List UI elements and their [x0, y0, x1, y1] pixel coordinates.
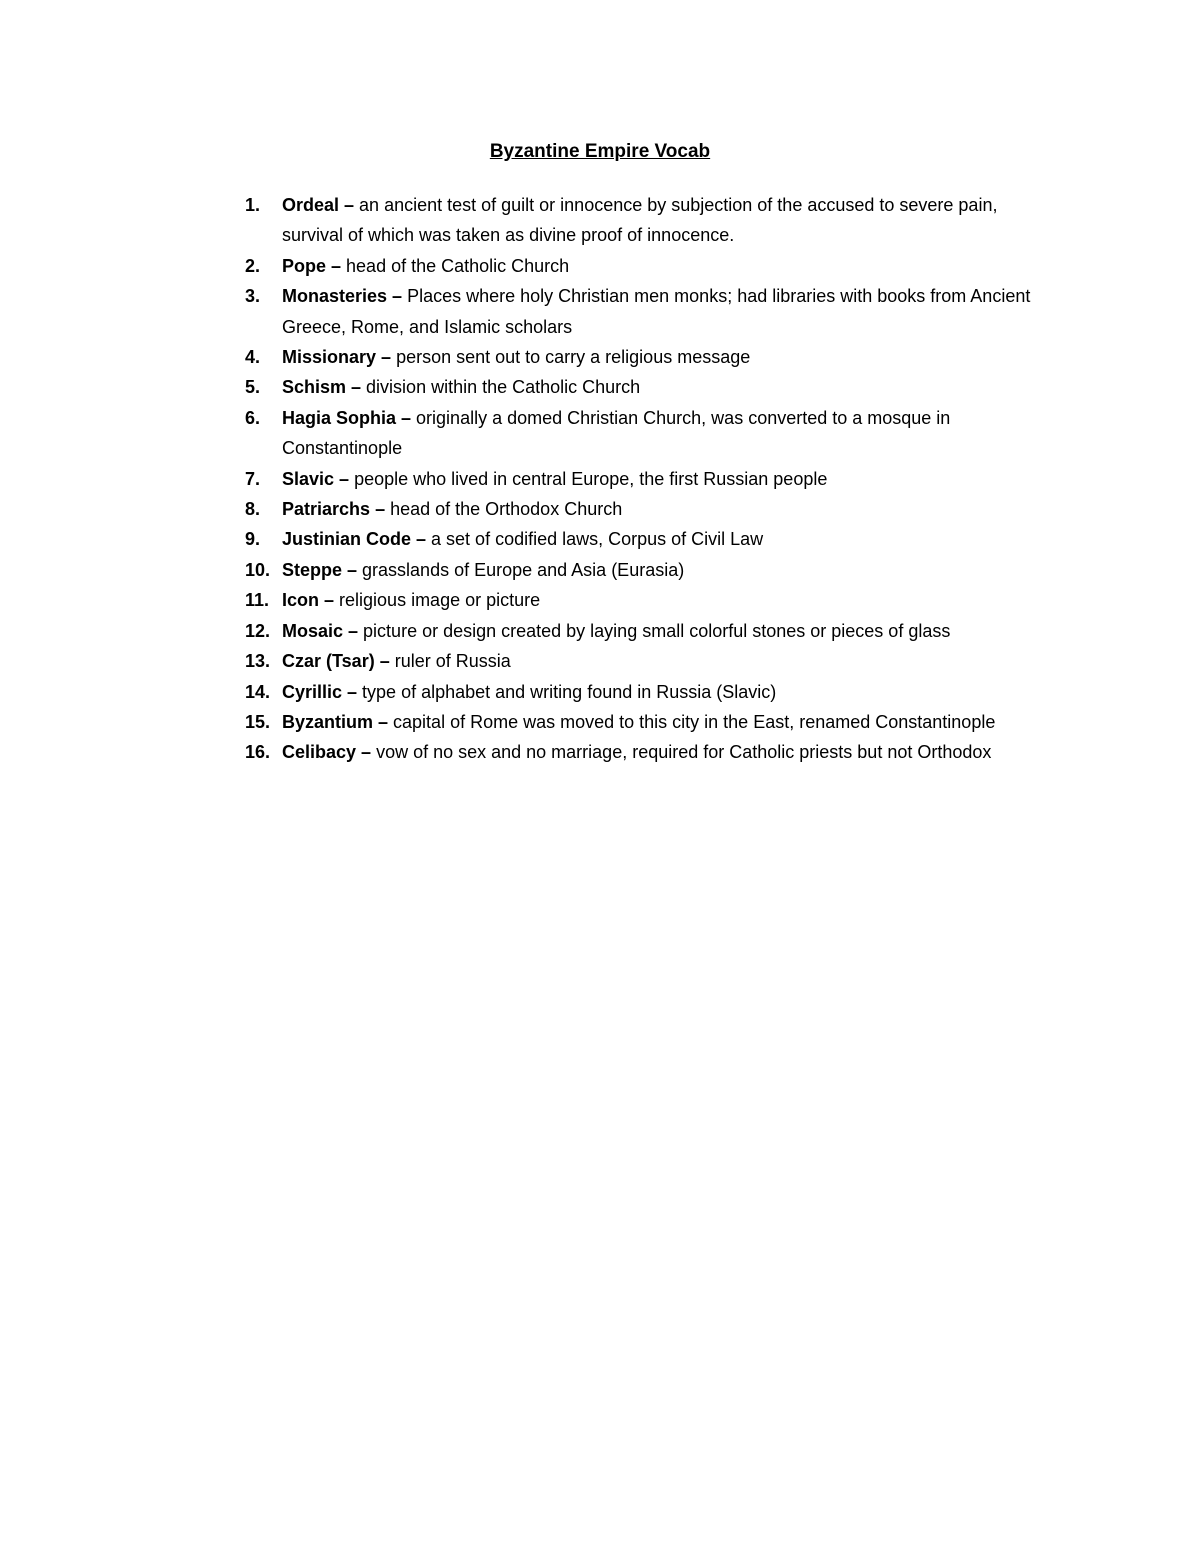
vocab-term: Mosaic — [282, 620, 344, 641]
vocab-item — [245, 342, 1045, 372]
item-number: 6. — [245, 407, 261, 428]
item-number: 4. — [245, 347, 261, 368]
vocab-item — [245, 555, 1045, 585]
vocab-definition: Places where holy Christian men monks; had libraries with books from Ancient Greece, Rome, and Islamic scholars — [282, 286, 1031, 337]
vocab-item — [245, 190, 1045, 251]
vocab-definition: ruler of Russia — [394, 651, 511, 672]
vocab-list — [245, 190, 1045, 768]
vocab-item — [245, 585, 1045, 615]
term-separator: – — [319, 590, 340, 611]
vocab-definition: grasslands of Europe and Asia (Eurasia) — [362, 559, 685, 580]
term-separator: – — [373, 711, 394, 732]
item-number: 14. — [245, 681, 271, 702]
vocab-definition: picture or design created by laying small colorful stones or pieces of glass — [363, 620, 951, 641]
vocab-item — [245, 372, 1045, 402]
vocab-term: Steppe — [282, 559, 343, 580]
item-number: 12. — [245, 620, 271, 641]
vocab-item — [245, 494, 1045, 524]
term-separator: – — [342, 559, 363, 580]
vocab-term: Justinian Code — [282, 529, 412, 550]
vocab-term: Hagia Sophia — [282, 407, 397, 428]
vocab-definition: type of alphabet and writing found in Russia (Slavic) — [362, 681, 777, 702]
vocab-term: Icon — [282, 590, 320, 611]
vocab-term: Byzantium — [282, 711, 374, 732]
term-separator: – — [376, 347, 397, 368]
vocab-term: Celibacy — [282, 742, 357, 763]
vocab-item — [245, 281, 1045, 342]
vocab-definition: person sent out to carry a religious message — [396, 347, 751, 368]
vocab-item — [245, 403, 1045, 464]
item-number: 16. — [245, 742, 271, 763]
document-title: Byzantine Empire Vocab — [489, 141, 711, 162]
term-separator: – — [343, 620, 364, 641]
vocab-definition: head of the Catholic Church — [346, 255, 570, 276]
item-number: 5. — [245, 377, 261, 398]
item-number: 11. — [245, 590, 270, 611]
item-number: 9. — [245, 529, 261, 550]
vocab-item — [245, 616, 1045, 646]
term-separator: – — [374, 651, 395, 672]
item-number: 3. — [245, 286, 261, 307]
item-number: 7. — [245, 468, 261, 489]
term-separator: – — [387, 286, 408, 307]
vocab-item — [245, 646, 1045, 676]
vocab-term: Monasteries — [282, 286, 388, 307]
vocab-definition: an ancient test of guilt or innocence by subjection of the accused to severe pain, survival of which was taken as divine proof of innocence. — [282, 195, 998, 246]
item-number: 8. — [245, 499, 261, 520]
vocab-term: Pope — [282, 255, 327, 276]
term-separator: – — [346, 377, 367, 398]
term-separator: – — [326, 255, 347, 276]
vocab-item — [245, 524, 1045, 554]
vocab-definition: capital of Rome was moved to this city in the East, renamed Constantinople — [393, 711, 996, 732]
item-number: 2. — [245, 255, 261, 276]
vocab-definition: division within the Catholic Church — [366, 377, 641, 398]
vocab-definition: head of the Orthodox Church — [390, 499, 623, 520]
vocab-definition: vow of no sex and no marriage, required for Catholic priests but not Orthodox — [376, 742, 992, 763]
item-number: 10. — [245, 559, 271, 580]
term-separator: – — [356, 742, 377, 763]
vocab-definition: religious image or picture — [339, 590, 541, 611]
vocab-definition: people who lived in central Europe, the first Russian people — [354, 468, 828, 489]
vocab-item — [245, 464, 1045, 494]
vocab-item — [245, 251, 1045, 281]
term-separator: – — [396, 407, 417, 428]
term-separator: – — [342, 681, 363, 702]
term-separator: – — [411, 529, 432, 550]
vocab-item — [245, 737, 1045, 767]
item-number: 1. — [245, 195, 261, 215]
item-number: 15. — [245, 711, 271, 732]
vocab-definition: originally a domed Christian Church, was converted to a mosque in Constantinople — [282, 407, 951, 459]
vocab-term: Schism — [282, 377, 347, 398]
vocab-term: Missionary — [282, 347, 377, 368]
term-separator: – — [370, 499, 391, 520]
vocab-term: Slavic — [282, 468, 335, 489]
vocab-definition: a set of codified laws, Corpus of Civil Law — [431, 529, 764, 550]
vocab-item — [245, 707, 1045, 737]
term-separator: – — [339, 195, 360, 215]
vocab-term: Czar (Tsar) — [282, 651, 375, 672]
vocab-term: Ordeal — [282, 195, 340, 215]
item-number: 13. — [245, 651, 271, 672]
vocab-item — [245, 677, 1045, 707]
vocab-term: Patriarchs — [282, 499, 371, 520]
vocab-term: Cyrillic — [282, 681, 343, 702]
term-separator: – — [334, 468, 355, 489]
